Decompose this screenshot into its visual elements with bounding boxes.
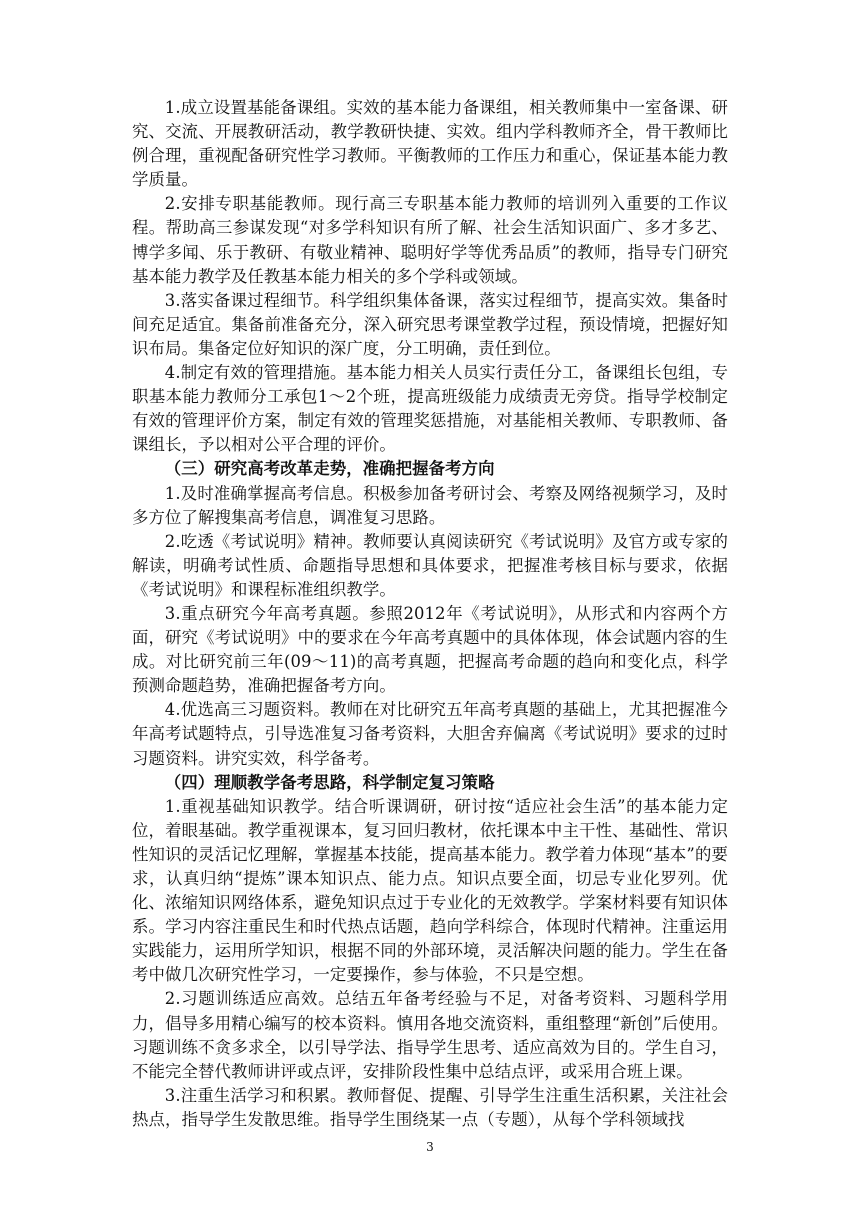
section-heading: （三）研究高考改革走势，准确把握备考方向	[164, 459, 495, 479]
paragraph: 2.安排专职基能教师。现行高三专职基本能力教师的培训列入重要的工作议程。帮助高三参谋发现“对多学科知识有所了解、社会生活知识面广、多才多艺、博学多闻、乐于教研、有敬业精神、聪明好学等优秀品质”的教师，指导专门研究基本能力教学及任教基本能力相关的多个学科或领域。	[132, 194, 728, 286]
paragraph: 1.及时准确掌握高考信息。积极参加备考研讨会、考察及网络视频学习，及时多方位了解搜集高考信息，调准复习思路。	[132, 483, 728, 527]
page-number: 3	[426, 1140, 434, 1154]
paragraph: 1.成立设置基能备课组。实效的基本能力备课组，相关教师集中一室备课、研究、交流、开展教研活动，教学教研快捷、实效。组内学科教师齐全，骨干教师比例合理，重视配备研究性学习教师。平衡教师的工作压力和重心，保证基本能力教学质量。	[132, 98, 728, 190]
paragraph: 3.重点研究今年高考真题。参照2012年《考试说明》，从形式和内容两个方面，研究《考试说明》中的要求在今年高考真题中的具体体现，体会试题内容的生成。对比研究前三年(09～11)的高考真题，把握高考命题的趋向和变化点，科学预测命题趋势，准确把握备考方向。	[132, 603, 728, 696]
paragraph: 2.习题训练适应高效。总结五年备考经验与不足，对备考资料、习题科学用力，倡导多用精心编写的校本资料。慎用各地交流资料，重组整理“新创”后使用。习题训练不贪多求全，以引导学法、指导学生思考、适应高效为目的。学生自习，不能完全替代教师讲评或点评，安排阶段性集中总结点评，或采用合班上课。	[132, 989, 728, 1081]
document-body	[132, 96, 728, 1132]
paragraph: 1.重视基础知识教学。结合听课调研，研讨按“适应社会生活”的基本能力定位，着眼基础。教学重视课本，复习回归教材，依托课本中主干性、基础性、常识性知识的灵活记忆理解，掌握基本技能，提高基本能力。教学着力体现“基本”的要求，认真归纳“提炼”课本知识点、能力点。知识点要全面，切忌专业化罗列。优化、浓缩知识网络体系，避免知识点过于专业化的无效教学。学案材料要有知识体系。学习内容注重民生和时代热点话题，趋向学科综合，体现时代精神。注重运用实践能力，运用所学知识，根据不同的外部环境，灵活解决问题的能力。学生在备考中做几次研究性学习，一定要操作，参与体验，不只是空想。	[132, 796, 728, 985]
paragraph: 4.制定有效的管理措施。基本能力相关人员实行责任分工，备课组长包组，专职基本能力教师分工承包1～2个班，提高班级能力成绩责无旁贷。指导学校制定有效的管理评价方案，制定有效的管理奖惩措施，对基能相关教师、专职教师、备课组长，予以相对公平合理的评价。	[132, 363, 728, 455]
section-heading: （四）理顺教学备考思路，科学制定复习策略	[164, 772, 495, 792]
paragraph: 4.优选高三习题资料。教师在对比研究五年高考真题的基础上，尤其把握准今年高考试题特点，引导选准复习备考资料，大胆舍弃偏离《考试说明》要求的过时习题资料。讲究实效，科学备考。	[132, 700, 728, 768]
paragraph: 3.落实备课过程细节。科学组织集体备课，落实过程细节，提高实效。集备时间充足适宜。集备前准备充分，深入研究思考课堂教学过程，预设情境，把握好知识布局。集备定位好知识的深广度，分工明确，责任到位。	[132, 290, 728, 358]
paragraph: 2.吃透《考试说明》精神。教师要认真阅读研究《考试说明》及官方或专家的解读，明确考试性质、命题指导思想和具体要求，把握准考核目标与要求，依据《考试说明》和课程标准组织教学。	[132, 531, 728, 599]
paragraph: 3.注重生活学习和积累。教师督促、提醒、引导学生注重生活积累，关注社会热点，指导学生发散思维。指导学生围绕某一点（专题），从每个学科领域找	[132, 1085, 728, 1129]
